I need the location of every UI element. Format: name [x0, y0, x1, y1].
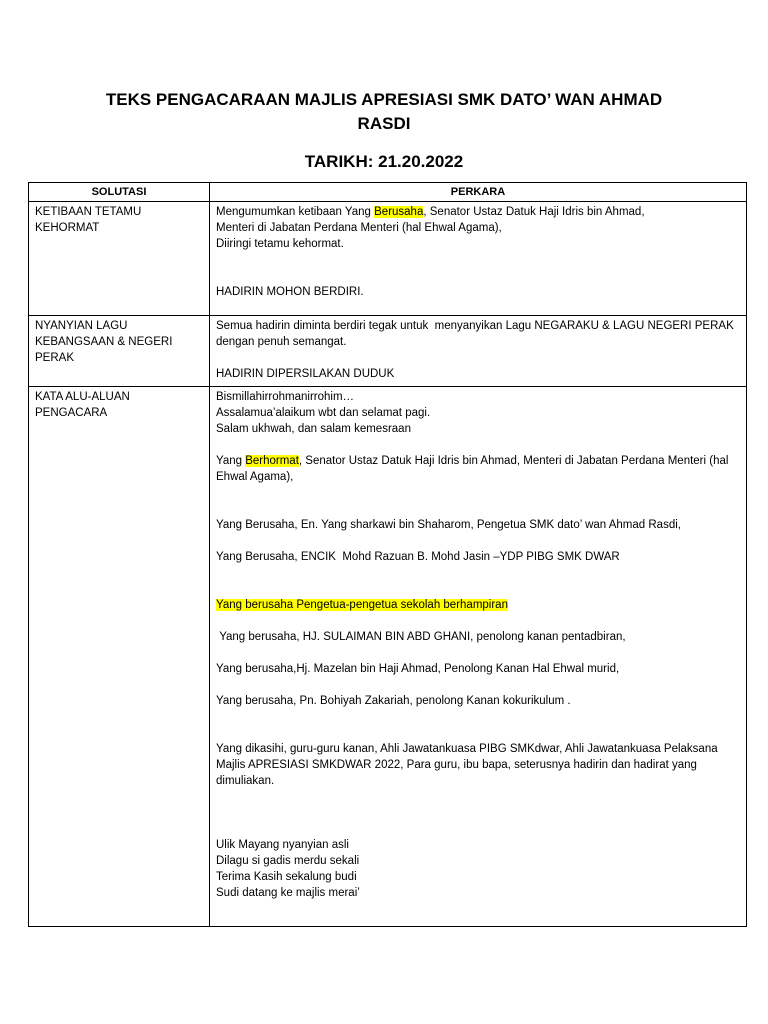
text-line: Yang berusaha, Pn. Bohiyah Zakariah, penolong Kanan kokurikulum .	[216, 695, 571, 707]
text-paragraph	[216, 453, 740, 485]
highlighted-text: Yang berusaha Pengetua-pengetua sekolah berhampiran	[216, 599, 508, 611]
header-perkara: PERKARA	[210, 183, 747, 202]
row-perkara-nyanyian	[210, 316, 747, 387]
text-paragraph: Yang dikasihi, guru-guru kanan, Ahli Jawatankuasa PIBG SMKdwar, Ahli Jawatankuasa Pelaksana Majlis APRESIASI SMKDWAR 2022, Para guru, ibu bapa, seterusnya hadirin dan hadirat yang dimuliakan.	[216, 743, 721, 787]
text-line: Menteri di Jabatan Perdana Menteri (hal Ehwal Agama),	[216, 222, 502, 234]
header-solutasi: SOLUTASI	[29, 183, 210, 202]
row-perkara-kata-alu-aluan	[210, 387, 747, 927]
row-solutasi-ketibaan: KETIBAAN TETAMU KEHORMAT	[29, 202, 210, 316]
text-fragment: Mengumumkan ketibaan Yang	[216, 206, 375, 218]
text-fragment: Yang	[216, 455, 246, 467]
text-line: Salam ukhwah, dan salam kemesraan	[216, 423, 411, 435]
text-line: Diiringi tetamu kehormat.	[216, 238, 344, 250]
table-header-row	[29, 183, 747, 202]
pantun-line: Dilagu si gadis merdu sekali	[216, 855, 360, 867]
table-row	[29, 387, 747, 927]
text-fragment: , Senator Ustaz Datuk Haji Idris bin Ahmad,	[423, 206, 645, 218]
row-solutasi-kata-alu-aluan: KATA ALU-ALUAN PENGACARA	[29, 387, 210, 927]
text-line: Yang berusaha,Hj. Mazelan bin Haji Ahmad, Penolong Kanan Hal Ehwal murid,	[216, 663, 620, 675]
highlighted-text: Berhormat	[245, 455, 299, 467]
text-paragraph: Semua hadirin diminta berdiri tegak untuk menyanyikan Lagu NEGARAKU & LAGU NEGERI PERAK dengan penuh semangat.	[216, 320, 737, 348]
text-line: Yang berusaha, HJ. SULAIMAN BIN ABD GHANI, penolong kanan pentadbiran,	[216, 631, 626, 643]
row-solutasi-nyanyian: NYANYIAN LAGU KEBANGSAAN & NEGERI PERAK	[29, 316, 210, 387]
text-line: HADIRIN DIPERSILAKAN DUDUK	[216, 368, 395, 380]
text-line: HADIRIN MOHON BERDIRI.	[216, 286, 364, 298]
agenda-table	[28, 182, 747, 927]
text-fragment: , Senator Ustaz Datuk Haji Idris bin Ahmad, Menteri di Jabatan Perdana Menteri (hal Ehwal Agama),	[216, 455, 732, 483]
document-date: TARIKH: 21.20.2022	[304, 152, 464, 171]
text-line: Bismillahirrohmanirrohim…	[216, 391, 355, 403]
table-row	[29, 316, 747, 387]
text-line	[216, 597, 740, 613]
document-title: TEKS PENGACARAAN MAJLIS APRESIASI SMK DATO’ WAN AHMAD RASDI	[105, 90, 663, 133]
text-line: Yang Berusaha, En. Yang sharkawi bin Shaharom, Pengetua SMK dato’ wan Ahmad Rasdi,	[216, 519, 681, 531]
row-perkara-ketibaan	[210, 202, 747, 316]
pantun-line: Sudi datang ke majlis merai’	[216, 887, 360, 899]
text-line	[216, 204, 740, 220]
highlighted-text: Berusaha	[374, 206, 424, 218]
pantun-line: Ulik Mayang nyanyian asli	[216, 839, 349, 851]
text-line: Yang Berusaha, ENCIK Mohd Razuan B. Mohd Jasin –YDP PIBG SMK DWAR	[216, 551, 620, 563]
text-line: Assalamua’alaikum wbt dan selamat pagi.	[216, 407, 431, 419]
table-row	[29, 202, 747, 316]
pantun-line: Terima Kasih sekalung budi	[216, 871, 357, 883]
